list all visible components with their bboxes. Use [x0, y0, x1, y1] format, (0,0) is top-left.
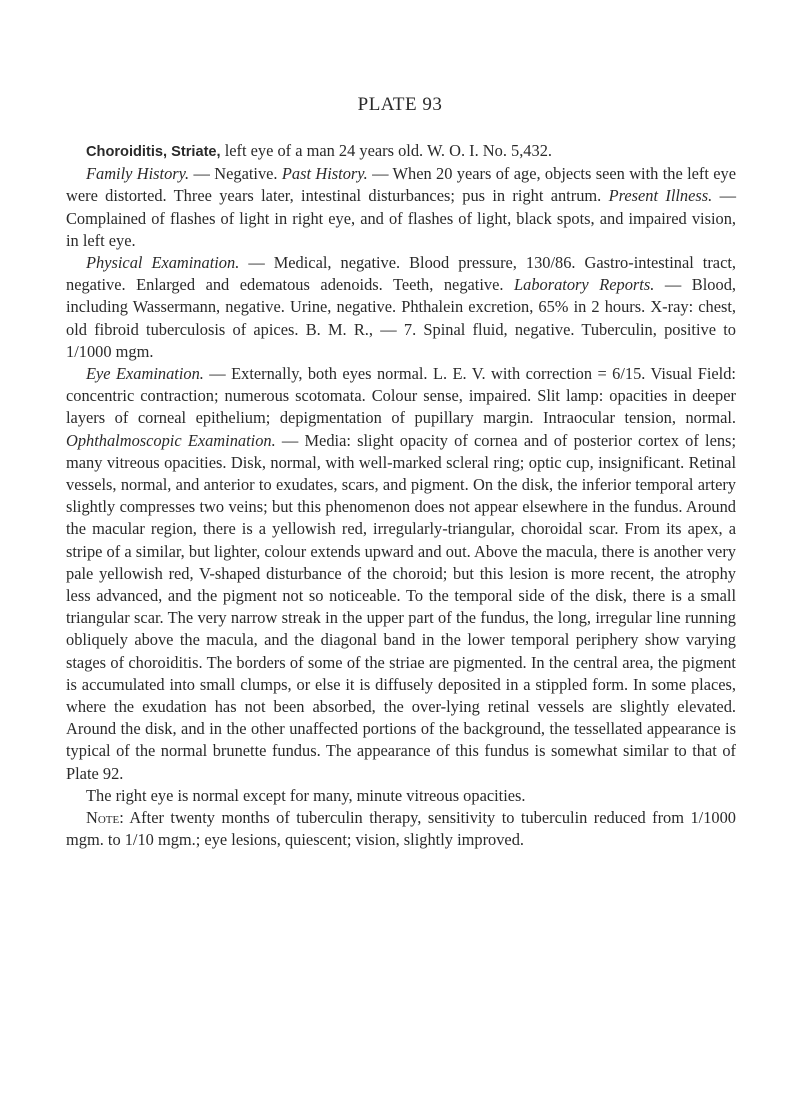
- case-report: [66, 140, 736, 852]
- family-history-label: Family History.: [86, 164, 190, 184]
- lab-reports-label: Laboratory Reports.: [514, 275, 655, 295]
- eye-paragraph: [66, 363, 736, 785]
- right-eye-text: The right eye is normal except for many, minute vitreous opacities.: [86, 785, 526, 805]
- plate-title: PLATE 93: [357, 94, 443, 115]
- eye-exam-text: — Externally, both eyes normal. L. E. V. with correction = 6/15. Visual Field: concentric contraction; numerous scotomata. Colour sense, impaired. Slit lamp: opacities in deeper layers of corneal epithelium; depigmentation of pupillary margin. Intraocular tension, normal.: [66, 364, 736, 428]
- family-history-text: — Negative.: [189, 164, 282, 184]
- past-history-label: Past History.: [281, 164, 368, 184]
- lab-reports-text: — Blood, including Wassermann, negative. Urine, negative. Phthalein excretion, 65% in 2 hours. X-ray: chest, old fibroid tuberculosis of apices. B. M. R., — 7. Spinal fluid, negative. Tuberculin, positive to 1/1000 mgm.: [66, 275, 736, 361]
- past-history-text: — When 20 years of age, objects seen with the left eye were distorted. Three years later, intestinal disturbances; pus in right antrum.: [66, 164, 737, 206]
- ophthalmoscopic-text: — Media: slight opacity of cornea and of posterior cortex of lens; many vitreous opacities. Disk, normal, with well-marked scleral ring; optic cup, insignificant. Retinal vessels, normal, and anterior to exudates, scars, and pigment. On the disk, the inferior temporal artery slightly compresses two veins; but this phenomenon does not appear elsewhere in the fundus. Around the macular region, there is a yellowish red, irregularly-triangular, choroidal scar. From its apex, a stripe of a similar, but lighter, colour extends upward and out. Above the macula, there is another very pale yellowish red, V-shaped disturbance of the choroid; but this lesion is more recent, the atrophy less advanced, and the pigment not so noticeable. To the temporal side of the disk, there is a small triangular scar. The very narrow streak in the upper part of the fundus, the long, irregular line running obliquely above the macula, and the diagonal band in the lower temporal periphery show varying stages of choroiditis. The borders of some of the striae are pigmented. In the central area, the pigment is accumulated into small clumps, or else it is diffusely deposited in a stippled form. In some places, where the exudation has not been absorbed, the over-lying retinal vessels are slightly elevated. Around the disk, and in the other unaffected portions of the background, the tessellated appearance is typical of the normal brunette fundus. The appearance of this fundus is somewhat similar to that of Plate 92.: [66, 430, 736, 783]
- right-eye-paragraph: [66, 785, 736, 807]
- history-paragraph: [66, 163, 736, 252]
- note-text: : After twenty months of tuberculin therapy, sensitivity to tuberculin reduced from 1/1000 mgm. to 1/10 mgm.; eye lesions, quiescent; vision, slightly improved.: [66, 808, 736, 850]
- case-intro: left eye of a man 24 years old. W. O. I. No. 5,432.: [220, 141, 552, 160]
- note-label: Note: [86, 808, 120, 828]
- ophthalmoscopic-label: Ophthalmoscopic Examination.: [66, 430, 276, 450]
- physical-exam-text: — Medical, negative. Blood pressure, 130/86. Gastro-intestinal tract, negative. Enlarged and edematous adenoids. Teeth, negative.: [66, 253, 736, 295]
- case-intro-paragraph: [66, 140, 736, 163]
- case-heading: Choroiditis, Striate,: [86, 144, 221, 160]
- physical-exam-label: Physical Examination.: [86, 253, 240, 273]
- present-illness-text: — Complained of flashes of light in right eye, and of flashes of light, black spots, and impaired vision, in left eye.: [66, 186, 736, 250]
- eye-exam-label: Eye Examination.: [86, 364, 204, 384]
- note-paragraph: [66, 807, 736, 851]
- present-illness-label: Present Illness.: [608, 186, 713, 206]
- physical-paragraph: [66, 252, 736, 363]
